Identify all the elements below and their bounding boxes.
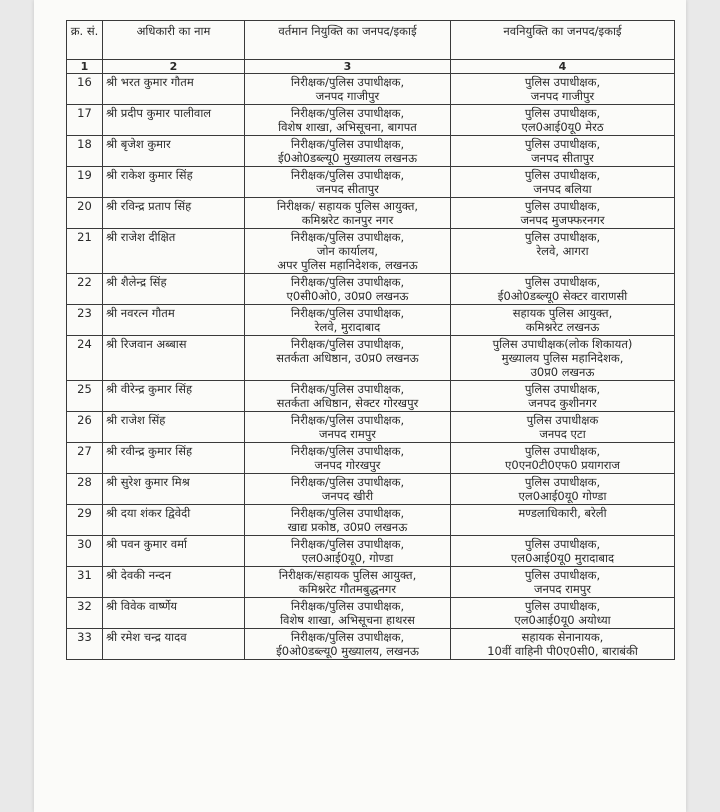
new-posting-line: रेलवे, आगरा xyxy=(536,244,589,258)
current-posting-line: निरीक्षक/पुलिस उपाधीक्षक, xyxy=(290,475,405,489)
new-posting-line: पुलिस उपाधीक्षक, xyxy=(524,568,601,582)
table-row xyxy=(67,305,675,336)
current-posting-line: विशेष शाखा, अभिसूचना हाथरस xyxy=(280,613,415,627)
current-posting-cell xyxy=(245,474,451,505)
officer-name-cell: श्री देवकी नन्दन xyxy=(103,567,245,598)
current-posting-line: निरीक्षक/पुलिस उपाधीक्षक, xyxy=(290,230,405,244)
current-posting-cell xyxy=(245,443,451,474)
serial-number-cell: 33 xyxy=(67,629,103,660)
current-posting-line: निरीक्षक/पुलिस उपाधीक्षक, xyxy=(290,630,405,644)
new-posting-line: पुलिस उपाधीक्षक(लोक शिकायत) xyxy=(492,337,633,351)
table-row xyxy=(67,136,675,167)
current-posting-line: निरीक्षक/पुलिस उपाधीक्षक, xyxy=(290,168,405,182)
new-posting-cell xyxy=(451,229,675,274)
officer-name-cell: श्री दया शंकर द्विवेदी xyxy=(103,505,245,536)
serial-number-cell: 23 xyxy=(67,305,103,336)
serial-number-cell: 31 xyxy=(67,567,103,598)
new-posting-cell xyxy=(451,274,675,305)
current-posting-line: खाद्य प्रकोष्ठ, उ0प्र0 लखनऊ xyxy=(287,520,408,534)
current-posting-line: एल0आई0यू0, गोण्डा xyxy=(301,551,394,565)
table-row xyxy=(67,336,675,381)
table-row xyxy=(67,381,675,412)
current-posting-line: निरीक्षक/पुलिस उपाधीक्षक, xyxy=(290,306,405,320)
table-row xyxy=(67,474,675,505)
new-posting-line: पुलिस उपाधीक्षक, xyxy=(524,106,601,120)
serial-number-cell: 25 xyxy=(67,381,103,412)
current-posting-line: निरीक्षक/पुलिस उपाधीक्षक, xyxy=(290,137,405,151)
document-page xyxy=(34,0,686,812)
table-row xyxy=(67,412,675,443)
serial-number-cell: 26 xyxy=(67,412,103,443)
table-row xyxy=(67,443,675,474)
current-posting-line: जनपद सीतापुर xyxy=(316,182,379,196)
current-posting-cell xyxy=(245,105,451,136)
new-posting-line: पुलिस उपाधीक्षक, xyxy=(524,275,601,289)
new-posting-line: पुलिस उपाधीक्षक, xyxy=(524,537,601,551)
new-posting-line: जनपद एटा xyxy=(539,427,586,441)
officer-name-cell: श्री वीरेन्द्र कुमार सिंह xyxy=(103,381,245,412)
new-posting-line: सहायक सेनानायक, xyxy=(521,630,604,644)
new-posting-line: जनपद बलिया xyxy=(533,182,592,196)
new-posting-cell xyxy=(451,336,675,381)
new-posting-line: पुलिस उपाधीक्षक, xyxy=(524,230,601,244)
current-posting-cell xyxy=(245,229,451,274)
new-posting-cell xyxy=(451,536,675,567)
new-posting-line: पुलिस उपाधीक्षक xyxy=(526,413,599,427)
serial-number-cell: 18 xyxy=(67,136,103,167)
current-posting-line: निरीक्षक/पुलिस उपाधीक्षक, xyxy=(290,75,405,89)
current-posting-line: विशेष शाखा, अभिसूचना, बागपत xyxy=(278,120,417,134)
table-row xyxy=(67,629,675,660)
new-posting-cell xyxy=(451,105,675,136)
serial-number-cell: 27 xyxy=(67,443,103,474)
new-posting-line: सहायक पुलिस आयुक्त, xyxy=(512,306,613,320)
current-posting-line: सतर्कता अधिष्ठान, सेक्टर गोरखपुर xyxy=(276,396,419,410)
new-posting-line: पुलिस उपाधीक्षक, xyxy=(524,475,601,489)
new-posting-line: जनपद मुजफ्फरनगर xyxy=(520,213,605,227)
header-new-posting: नवनियुक्ति का जनपद/इकाई xyxy=(451,21,675,60)
current-posting-line: निरीक्षक/पुलिस उपाधीक्षक, xyxy=(290,382,405,396)
current-posting-line: अपर पुलिस महानिदेशक, लखनऊ xyxy=(277,258,418,272)
serial-number-cell: 17 xyxy=(67,105,103,136)
current-posting-cell xyxy=(245,198,451,229)
current-posting-cell xyxy=(245,536,451,567)
column-number-row xyxy=(67,60,675,74)
new-posting-line: एल0आई0यू0 गोण्डा xyxy=(518,489,607,503)
table-body xyxy=(67,74,675,660)
serial-number-cell: 16 xyxy=(67,74,103,105)
column-number: 2 xyxy=(103,60,245,74)
officer-name-cell: श्री पवन कुमार वर्मा xyxy=(103,536,245,567)
current-posting-line: निरीक्षक/पुलिस उपाधीक्षक, xyxy=(290,506,405,520)
current-posting-line: ई0ओ0डब्ल्यू0 मुख्यालय, लखनऊ xyxy=(276,644,419,658)
current-posting-line: निरीक्षक/पुलिस उपाधीक्षक, xyxy=(290,413,405,427)
current-posting-cell xyxy=(245,305,451,336)
current-posting-cell xyxy=(245,136,451,167)
new-posting-cell xyxy=(451,74,675,105)
new-posting-line: ई0ओ0डब्ल्यू0 सेक्टर वाराणसी xyxy=(497,289,628,303)
new-posting-line: पुलिस उपाधीक्षक, xyxy=(524,75,601,89)
officer-name-cell: श्री नवरत्न गौतम xyxy=(103,305,245,336)
table-row xyxy=(67,74,675,105)
new-posting-line: जनपद रामपुर xyxy=(533,582,591,596)
header-serial-number: क्र. सं. xyxy=(67,21,103,60)
new-posting-line: मण्डलाधिकारी, बरेली xyxy=(518,506,607,520)
current-posting-line: निरीक्षक/पुलिस उपाधीक्षक, xyxy=(290,444,405,458)
officer-name-cell: श्री भरत कुमार गौतम xyxy=(103,74,245,105)
current-posting-line: निरीक्षक/पुलिस उपाधीक्षक, xyxy=(290,337,405,351)
serial-number-cell: 24 xyxy=(67,336,103,381)
officer-name-cell: श्री राजेश सिंह xyxy=(103,412,245,443)
current-posting-line: कमिश्नरेट कानपुर नगर xyxy=(301,213,394,227)
current-posting-cell xyxy=(245,629,451,660)
new-posting-cell xyxy=(451,474,675,505)
serial-number-cell: 32 xyxy=(67,598,103,629)
new-posting-line: पुलिस उपाधीक्षक, xyxy=(524,137,601,151)
officer-name-cell: श्री रवीन्द्र कुमार सिंह xyxy=(103,443,245,474)
new-posting-line: एल0आई0यू0 मुरादाबाद xyxy=(510,551,615,565)
header-current-posting: वर्तमान नियुक्ति का जनपद/इकाई xyxy=(245,21,451,60)
new-posting-line: पुलिस उपाधीक्षक, xyxy=(524,599,601,613)
serial-number-cell: 19 xyxy=(67,167,103,198)
current-posting-cell xyxy=(245,336,451,381)
new-posting-cell xyxy=(451,443,675,474)
officer-name-cell: श्री रमेश चन्द्र यादव xyxy=(103,629,245,660)
table-row xyxy=(67,567,675,598)
new-posting-line: पुलिस उपाधीक्षक, xyxy=(524,382,601,396)
officer-name-cell: श्री रविन्द्र प्रताप सिंह xyxy=(103,198,245,229)
new-posting-line: जनपद कुशीनगर xyxy=(528,396,597,410)
current-posting-line: जनपद खीरी xyxy=(321,489,374,503)
serial-number-cell: 20 xyxy=(67,198,103,229)
column-number: 4 xyxy=(451,60,675,74)
new-posting-cell xyxy=(451,412,675,443)
current-posting-line: कमिश्नरेट गौतमबुद्धनगर xyxy=(298,582,397,596)
current-posting-line: निरीक्षक/पुलिस उपाधीक्षक, xyxy=(290,599,405,613)
current-posting-line: ए0सी0ओ0, उ0प्र0 लखनऊ xyxy=(286,289,409,303)
serial-number-cell: 22 xyxy=(67,274,103,305)
current-posting-cell xyxy=(245,274,451,305)
current-posting-line: रेलवे, मुरादाबाद xyxy=(314,320,381,334)
new-posting-line: ए0एन0टी0एफ0 प्रयागराज xyxy=(505,458,620,472)
table-row xyxy=(67,198,675,229)
new-posting-line: 10वीं वाहिनी पी0ए0सी0, बाराबंकी xyxy=(487,644,638,658)
new-posting-line: एल0आई0यू0 मेरठ xyxy=(521,120,604,134)
current-posting-line: निरीक्षक/पुलिस उपाधीक्षक, xyxy=(290,106,405,120)
new-posting-cell xyxy=(451,136,675,167)
current-posting-line: जनपद रामपुर xyxy=(318,427,376,441)
current-posting-line: निरीक्षक/पुलिस उपाधीक्षक, xyxy=(290,537,405,551)
new-posting-cell xyxy=(451,198,675,229)
current-posting-line: निरीक्षक/पुलिस उपाधीक्षक, xyxy=(290,275,405,289)
header-row xyxy=(67,21,675,60)
table-row xyxy=(67,536,675,567)
current-posting-line: ई0ओ0डब्ल्यू0 मुख्यालय लखनऊ xyxy=(277,151,418,165)
current-posting-cell xyxy=(245,505,451,536)
new-posting-line: मुख्यालय पुलिस महानिदेशक, xyxy=(501,351,624,365)
new-posting-line: पुलिस उपाधीक्षक, xyxy=(524,168,601,182)
serial-number-cell: 29 xyxy=(67,505,103,536)
new-posting-line: कमिश्नरेट लखनऊ xyxy=(525,320,600,334)
serial-number-cell: 28 xyxy=(67,474,103,505)
current-posting-line: निरीक्षक/सहायक पुलिस आयुक्त, xyxy=(278,568,417,582)
current-posting-cell xyxy=(245,167,451,198)
table-row xyxy=(67,105,675,136)
new-posting-line: उ0प्र0 लखनऊ xyxy=(530,365,595,379)
officer-name-cell: श्री रिजवान अब्बास xyxy=(103,336,245,381)
officer-name-cell: श्री शैलेन्द्र सिंह xyxy=(103,274,245,305)
current-posting-line: सतर्कता अधिष्ठान, उ0प्र0 लखनऊ xyxy=(276,351,419,365)
new-posting-line: पुलिस उपाधीक्षक, xyxy=(524,444,601,458)
new-posting-line: पुलिस उपाधीक्षक, xyxy=(524,199,601,213)
current-posting-line: जनपद गाजीपुर xyxy=(315,89,380,103)
officer-name-cell: श्री विवेक वार्ष्णेय xyxy=(103,598,245,629)
new-posting-cell xyxy=(451,567,675,598)
current-posting-line: जनपद गोरखपुर xyxy=(314,458,381,472)
new-posting-line: जनपद सीतापुर xyxy=(531,151,594,165)
table-row xyxy=(67,505,675,536)
serial-number-cell: 30 xyxy=(67,536,103,567)
new-posting-cell xyxy=(451,629,675,660)
current-posting-cell xyxy=(245,412,451,443)
current-posting-line: निरीक्षक/ सहायक पुलिस आयुक्त, xyxy=(276,199,419,213)
column-number: 3 xyxy=(245,60,451,74)
new-posting-cell xyxy=(451,381,675,412)
current-posting-cell xyxy=(245,598,451,629)
new-posting-cell xyxy=(451,167,675,198)
new-posting-line: जनपद गाजीपुर xyxy=(530,89,595,103)
current-posting-line: जोन कार्यालय, xyxy=(316,244,379,258)
table-row xyxy=(67,598,675,629)
table-row xyxy=(67,167,675,198)
officer-name-cell: श्री प्रदीप कुमार पालीवाल xyxy=(103,105,245,136)
officer-name-cell: श्री राकेश कुमार सिंह xyxy=(103,167,245,198)
new-posting-cell xyxy=(451,305,675,336)
current-posting-cell xyxy=(245,74,451,105)
header-officer-name: अधिकारी का नाम xyxy=(103,21,245,60)
new-posting-line: एल0आई0यू0 अयोध्या xyxy=(514,613,611,627)
serial-number-cell: 21 xyxy=(67,229,103,274)
officer-name-cell: श्री राजेश दीक्षित xyxy=(103,229,245,274)
new-posting-cell xyxy=(451,505,675,536)
transfer-table xyxy=(66,20,675,660)
table-row xyxy=(67,274,675,305)
table-row xyxy=(67,229,675,274)
current-posting-cell xyxy=(245,567,451,598)
column-number: 1 xyxy=(67,60,103,74)
officer-name-cell: श्री बृजेश कुमार xyxy=(103,136,245,167)
officer-name-cell: श्री सुरेश कुमार मिश्र xyxy=(103,474,245,505)
new-posting-cell xyxy=(451,598,675,629)
current-posting-cell xyxy=(245,381,451,412)
